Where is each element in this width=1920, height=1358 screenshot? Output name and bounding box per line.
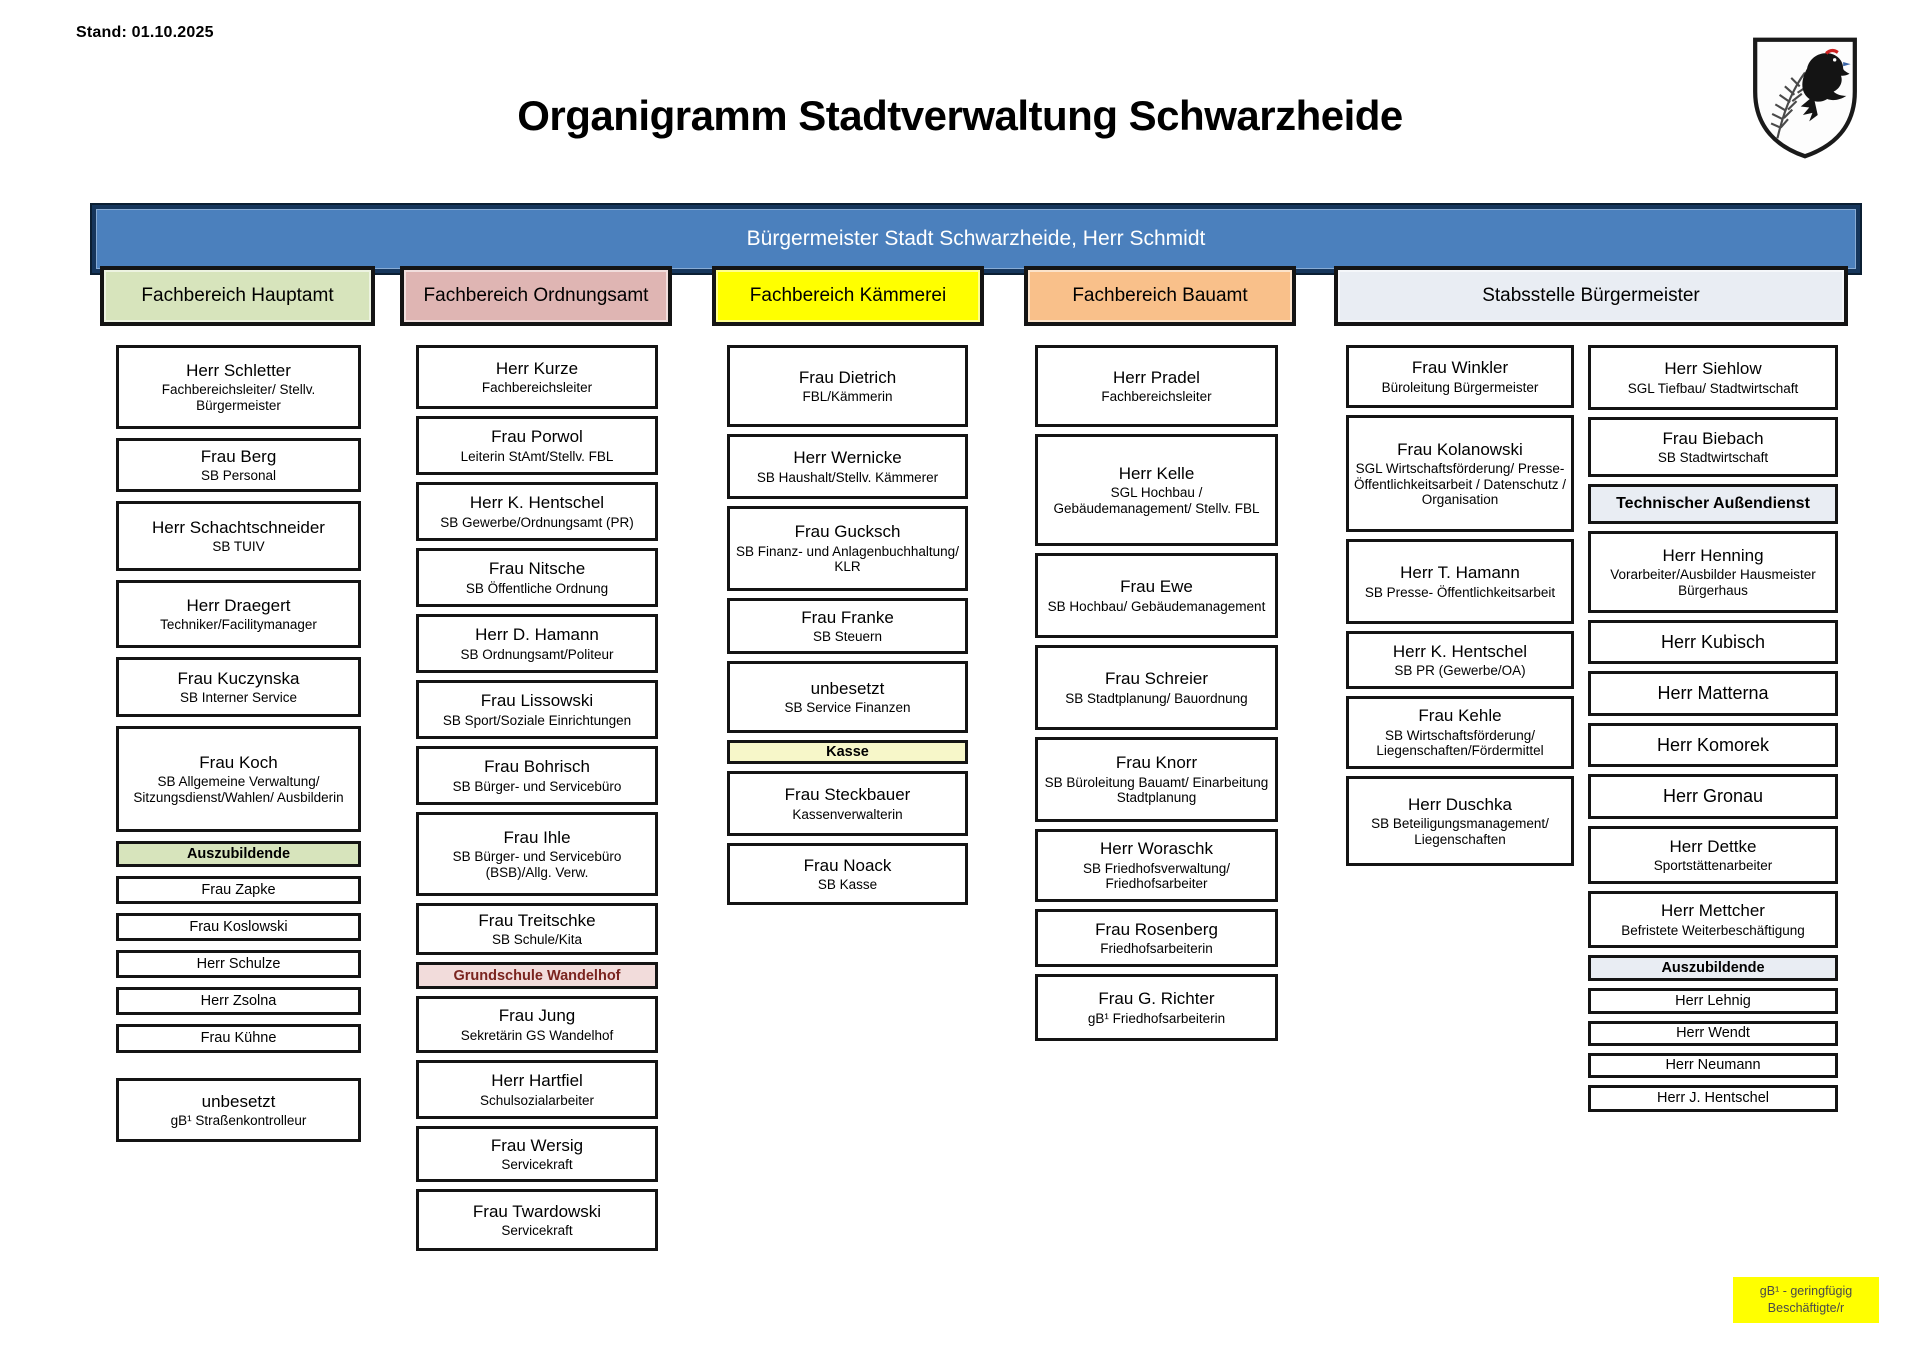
person-name: Herr Schachtschneider bbox=[152, 517, 325, 537]
person-box bbox=[416, 416, 658, 475]
person-box bbox=[727, 434, 968, 499]
person-box bbox=[1588, 826, 1838, 884]
page-title: Organigramm Stadtverwaltung Schwarzheide bbox=[517, 92, 1403, 139]
person-name: Herr Matterna bbox=[1657, 683, 1769, 704]
person-box bbox=[116, 501, 361, 571]
person-box bbox=[1588, 531, 1838, 613]
person-name: unbesetzt bbox=[810, 678, 885, 698]
column-hauptamt bbox=[116, 345, 361, 1142]
person-box bbox=[1588, 417, 1838, 477]
column-header-bauamt bbox=[1024, 266, 1296, 326]
person-role: SB Interner Service bbox=[179, 690, 298, 706]
person-role: Fachbereichsleiter bbox=[1101, 389, 1212, 405]
person-role: SB Finanz- und Anlagenbuchhaltung/ KLR bbox=[736, 543, 959, 575]
person-box bbox=[1346, 345, 1574, 408]
subheader-label: Kasse bbox=[826, 744, 869, 760]
person-role: SB Service Finanzen bbox=[784, 700, 911, 716]
person-box bbox=[116, 657, 361, 717]
person-role: gB¹ Friedhofsarbeiterin bbox=[1087, 1010, 1226, 1026]
person-name: Frau Rosenberg bbox=[1095, 919, 1218, 939]
column-header-stabsstelle bbox=[1334, 266, 1848, 326]
person-box bbox=[416, 1126, 658, 1182]
person-name: Herr Wernicke bbox=[793, 448, 902, 468]
person-box bbox=[416, 996, 658, 1053]
person-box bbox=[1588, 988, 1838, 1014]
section-subheader bbox=[416, 962, 658, 989]
buergermeister-banner bbox=[92, 205, 1860, 273]
person-role: Befristete Weiterbeschäftigung bbox=[1621, 922, 1805, 938]
person-role: Servicekraft bbox=[501, 1157, 573, 1173]
person-name: Herr Woraschk bbox=[1099, 839, 1214, 859]
person-box bbox=[1346, 415, 1574, 532]
person-role: SB Friedhofsverwaltung/ Friedhofsarbeiter bbox=[1082, 860, 1231, 892]
person-box bbox=[727, 506, 968, 591]
person-role: Schulsozialarbeiter bbox=[479, 1092, 595, 1108]
person-name: Frau Kolanowski bbox=[1397, 439, 1523, 459]
person-box bbox=[1035, 345, 1278, 427]
subheader-label: Auszubildende bbox=[186, 846, 291, 862]
subheader-label: Grundschule Wandelhof bbox=[453, 967, 621, 984]
column-bauamt bbox=[1035, 345, 1278, 1041]
person-box bbox=[1346, 631, 1574, 689]
person-box bbox=[416, 812, 658, 896]
person-box bbox=[116, 726, 361, 832]
subheader-label: Auszubildende bbox=[1661, 960, 1765, 976]
person-box bbox=[416, 548, 658, 607]
column-ordnungsamt bbox=[416, 345, 658, 1251]
person-name: Frau Gucksch bbox=[794, 522, 901, 542]
person-box bbox=[727, 771, 968, 836]
person-role: SGL Tiefbau/ Stadtwirtschaft bbox=[1627, 380, 1799, 396]
column-header-ordnungsamt bbox=[400, 266, 672, 326]
person-name: Frau Zapke bbox=[201, 881, 276, 898]
person-name: Herr Siehlow bbox=[1664, 359, 1762, 379]
person-role: Leiterin StAmt/Stellv. FBL bbox=[460, 448, 614, 464]
person-box bbox=[1588, 1053, 1838, 1078]
person-name: Herr Mettcher bbox=[1661, 901, 1765, 921]
person-box bbox=[727, 598, 968, 654]
column-stabsstelle-rechts bbox=[1588, 345, 1838, 1112]
person-name: Frau Kühne bbox=[200, 1030, 277, 1047]
person-name: unbesetzt bbox=[201, 1091, 276, 1111]
person-box bbox=[1035, 737, 1278, 822]
person-role: Vorarbeiter/Ausbilder Hausmeister Bürgerhaus bbox=[1610, 567, 1816, 598]
banner-label: Bürgermeister Stadt Schwarzheide, Herr Schmidt bbox=[746, 227, 1206, 250]
legend-line: Beschäftigte/r bbox=[1767, 1301, 1845, 1315]
subheader-label: Technischer Außendienst bbox=[1616, 495, 1810, 512]
person-role: Sekretärin GS Wandelhof bbox=[460, 1027, 614, 1043]
person-box bbox=[727, 661, 968, 733]
person-box bbox=[1588, 1021, 1838, 1046]
column-stabsstelle-links bbox=[1346, 345, 1574, 866]
person-role: SB Steuern bbox=[812, 629, 883, 645]
person-role: Friedhofsarbeiterin bbox=[1100, 941, 1213, 957]
person-role: SB Öffentliche Ordnung bbox=[465, 580, 609, 596]
person-name: Herr Henning bbox=[1662, 545, 1764, 565]
person-name: Frau G. Richter bbox=[1098, 989, 1215, 1009]
person-name: Herr Komorek bbox=[1656, 734, 1770, 755]
person-name: Herr Pradel bbox=[1113, 367, 1200, 387]
person-box bbox=[416, 1189, 658, 1251]
person-box bbox=[1346, 539, 1574, 624]
person-name: Frau Franke bbox=[801, 607, 894, 627]
person-role: SB Presse- Öffentlichkeitsarbeit bbox=[1364, 584, 1556, 600]
person-box bbox=[1035, 974, 1278, 1041]
person-name: Herr K. Hentschel bbox=[1392, 641, 1528, 661]
person-box bbox=[1588, 1085, 1838, 1112]
person-box bbox=[1346, 696, 1574, 769]
person-box bbox=[116, 345, 361, 429]
person-box bbox=[1035, 553, 1278, 638]
person-role: Kassenverwalterin bbox=[792, 806, 903, 822]
person-name: Herr Duschka bbox=[1408, 794, 1512, 814]
person-box bbox=[116, 987, 361, 1015]
person-name: Frau Noack bbox=[803, 855, 892, 875]
person-box bbox=[416, 345, 658, 409]
person-name: Herr D. Hamann bbox=[475, 625, 599, 645]
person-box bbox=[1035, 909, 1278, 967]
person-box bbox=[1588, 891, 1838, 948]
person-name: Frau Knorr bbox=[1115, 753, 1198, 773]
person-role: FBL/Kämmerin bbox=[802, 389, 893, 405]
person-name: Frau Koslowski bbox=[189, 918, 288, 935]
section-subheader bbox=[1588, 484, 1838, 524]
person-role: SB PR (Gewerbe/OA) bbox=[1394, 663, 1526, 679]
person-name: Herr Lehnig bbox=[1675, 992, 1751, 1009]
person-role: SB Haushalt/Stellv. Kämmerer bbox=[756, 469, 939, 485]
column-header-label: Fachbereich Hauptamt bbox=[141, 285, 334, 306]
section-subheader bbox=[1588, 955, 1838, 981]
person-role: SB TUIV bbox=[212, 539, 265, 555]
person-box bbox=[1588, 774, 1838, 819]
person-role: gB¹ Straßenkontrolleur bbox=[170, 1113, 307, 1129]
person-name: Frau Berg bbox=[200, 446, 277, 466]
person-role: SGL Hochbau / Gebäudemanagement/ Stellv. FBL bbox=[1053, 485, 1260, 516]
person-box bbox=[116, 580, 361, 648]
person-role: SB Sport/Soziale Einrichtungen bbox=[442, 712, 632, 728]
person-role: SB Gewerbe/Ordnungsamt (PR) bbox=[440, 514, 634, 530]
column-header-label: Stabsstelle Bürgermeister bbox=[1482, 285, 1700, 306]
person-role: SGL Wirtschaftsförderung/ Presse-Öffentlichkeitsarbeit / Datenschutz / Organisation bbox=[1353, 461, 1567, 507]
person-box bbox=[116, 1024, 361, 1053]
person-role: Büroleitung Bürgermeister bbox=[1381, 379, 1539, 395]
person-box bbox=[416, 614, 658, 673]
person-name: Frau Jung bbox=[498, 1006, 576, 1026]
person-box bbox=[1588, 671, 1838, 716]
person-role: SB Ordnungsamt/Politeur bbox=[460, 646, 614, 662]
person-box bbox=[1035, 829, 1278, 902]
person-name: Frau Kehle bbox=[1418, 706, 1502, 726]
person-name: Herr Hartfiel bbox=[491, 1071, 583, 1091]
person-name: Frau Lissowski bbox=[480, 691, 594, 711]
legend-line: gB¹ - geringfügig bbox=[1759, 1283, 1853, 1298]
gb1-legend bbox=[1733, 1277, 1879, 1323]
person-role: SB Bürger- und Servicebüro bbox=[452, 778, 622, 794]
person-name: Herr Wendt bbox=[1676, 1025, 1750, 1042]
person-name: Herr Dettke bbox=[1669, 836, 1757, 856]
person-name: Frau Porwol bbox=[491, 427, 583, 447]
person-role: SB Beteiligungsmanagement/ Liegenschaften bbox=[1371, 816, 1549, 847]
person-name: Herr Kubisch bbox=[1660, 631, 1766, 652]
column-header-label: Fachbereich Bauamt bbox=[1072, 285, 1248, 306]
section-subheader bbox=[727, 740, 968, 764]
person-name: Frau Ihle bbox=[503, 827, 571, 847]
person-box bbox=[1588, 345, 1838, 410]
person-role: SB Allgemeine Verwaltung/ Sitzungsdienst/Wahlen/ Ausbilderin bbox=[133, 774, 344, 805]
person-role: Techniker/Facilitymanager bbox=[160, 617, 317, 633]
person-box bbox=[727, 345, 968, 427]
column-header-label: Fachbereich Kämmerei bbox=[749, 285, 947, 306]
person-name: Herr Zsolna bbox=[200, 992, 277, 1009]
person-name: Frau Biebach bbox=[1662, 428, 1764, 448]
person-box bbox=[416, 482, 658, 541]
person-name: Herr Schulze bbox=[196, 955, 281, 972]
column-header-hauptamt bbox=[100, 266, 375, 326]
column-kaemmerei bbox=[727, 345, 968, 905]
person-role: SB Wirtschaftsförderung/ Liegenschaften/Fördermittel bbox=[1376, 727, 1544, 759]
person-role: SB Schule/Kita bbox=[491, 932, 583, 948]
person-name: Frau Dietrich bbox=[798, 367, 897, 387]
person-name: Frau Koch bbox=[199, 752, 278, 772]
person-name: Frau Treitschke bbox=[478, 910, 596, 930]
person-box bbox=[1588, 620, 1838, 664]
person-role: SB Kasse bbox=[817, 877, 878, 893]
person-name: Frau Schreier bbox=[1105, 669, 1208, 689]
person-box bbox=[416, 680, 658, 739]
column-header-label: Fachbereich Ordnungsamt bbox=[423, 285, 649, 306]
person-box bbox=[1346, 776, 1574, 866]
person-name: Herr T. Hamann bbox=[1400, 563, 1520, 583]
person-name: Frau Winkler bbox=[1411, 358, 1509, 378]
person-name: Frau Bohrisch bbox=[484, 757, 590, 777]
person-name: Herr K. Hentschel bbox=[469, 493, 605, 513]
person-box bbox=[116, 876, 361, 904]
person-role: SB Büroleitung Bauamt/ Einarbeitung Stadtplanung bbox=[1044, 774, 1269, 806]
person-box bbox=[416, 1060, 658, 1119]
person-name: Frau Twardowski bbox=[472, 1201, 602, 1221]
person-role: SB Personal bbox=[200, 468, 277, 484]
person-name: Herr Schletter bbox=[186, 360, 291, 380]
section-subheader bbox=[116, 841, 361, 867]
person-box bbox=[1035, 645, 1278, 730]
person-box bbox=[116, 913, 361, 941]
person-name: Herr Neumann bbox=[1665, 1057, 1761, 1074]
person-box bbox=[416, 903, 658, 955]
person-name: Herr Gronau bbox=[1662, 786, 1764, 807]
person-role: SB Hochbau/ Gebäudemanagement bbox=[1047, 598, 1266, 614]
person-box bbox=[116, 1078, 361, 1142]
person-box bbox=[116, 950, 361, 978]
person-box bbox=[116, 438, 361, 492]
person-box bbox=[727, 843, 968, 905]
person-name: Herr J. Hentschel bbox=[1656, 1090, 1769, 1107]
person-name: Herr Draegert bbox=[186, 595, 291, 615]
person-box bbox=[1588, 723, 1838, 767]
person-role: Servicekraft bbox=[501, 1223, 573, 1239]
person-role: SB Stadtwirtschaft bbox=[1657, 450, 1769, 466]
person-role: SB Stadtplanung/ Bauordnung bbox=[1065, 690, 1248, 706]
person-name: Herr Kelle bbox=[1118, 463, 1195, 483]
person-name: Frau Wersig bbox=[490, 1135, 584, 1155]
person-role: SB Bürger- und Servicebüro (BSB)/Allg. Verw. bbox=[452, 849, 622, 880]
person-name: Herr Kurze bbox=[495, 358, 579, 378]
person-role: Fachbereichsleiter bbox=[481, 380, 593, 396]
person-box bbox=[416, 746, 658, 805]
person-name: Frau Kuczynska bbox=[177, 668, 300, 688]
person-role: Fachbereichsleiter/ Stellv. Bürgermeister bbox=[161, 382, 316, 413]
person-name: Frau Nitsche bbox=[488, 559, 586, 579]
person-name: Frau Steckbauer bbox=[784, 785, 911, 805]
person-role: Sportstättenarbeiter bbox=[1653, 858, 1773, 874]
person-box bbox=[1035, 434, 1278, 546]
stand-date: Stand: 01.10.2025 bbox=[76, 24, 214, 41]
column-header-kaemmerei bbox=[712, 266, 984, 326]
person-name: Frau Ewe bbox=[1120, 577, 1193, 597]
